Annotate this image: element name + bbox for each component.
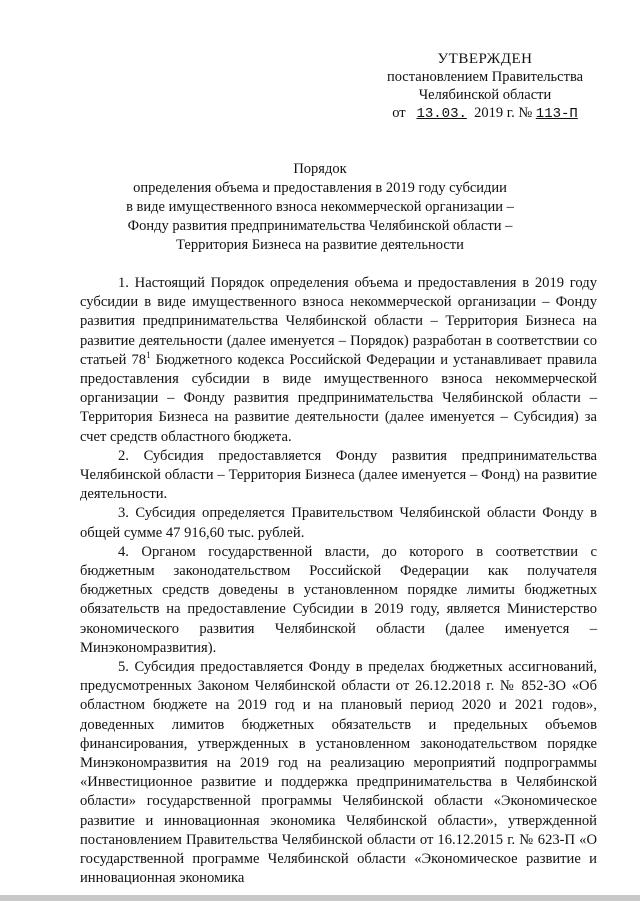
approval-date-prefix: от xyxy=(392,105,406,121)
paragraph-3: 3. Субсидия определяется Правительством Челябинской области Фонду в общей сумме 47 916,60 тыс. рублей. xyxy=(80,505,597,541)
approval-stamp xyxy=(360,50,610,123)
paragraph-2: 2. Субсидия предоставляется Фонду развития предпринимательства Челябинской области – Территория Бизнеса (далее именуется – Фонд) на развитие деятельности. xyxy=(80,447,597,503)
title-line-4: Фонду развития предпринимательства Челябинской области – xyxy=(127,218,513,234)
approval-date-line xyxy=(360,104,610,123)
approval-number: 113-П xyxy=(535,106,578,122)
approval-line-2: Челябинской области xyxy=(418,87,552,103)
document-title xyxy=(80,160,560,255)
title-line-5: Территория Бизнеса на развитие деятельности xyxy=(176,237,464,253)
scan-bottom-edge xyxy=(0,895,640,901)
paragraph-5: 5. Субсидия предоставляется Фонду в пределах бюджетных ассигнований, предусмотренных Законом Челябинской области от 26.12.2018 г. № 852-ЗО «Об областном бюджете на 2019 год и на плановый период 2020 и 2021 годов», доведенных лимитов бюджетных обязательств и предельных объемов финансирования, утвержденных в установленном законодательством порядке Минэкономразвития на 2019 год на реализацию мероприятий подпрограммы «Инвестиционное развитие и поддержка предпринимательства в Челябинской области» государственной программы Челябинской области «Экономическое развитие и инновационная экономика Челябинской области», утвержденной постановлением Правительства Челябинской области от 16.12.2015 г. № 623-П «О государственной программе Челябинской области «Экономическое развитие и инновационная экономика xyxy=(80,659,597,887)
paragraph-1-text-a: 1. Настоящий Порядок определения объема и предоставления в 2019 году субсидии в виде имущественного взноса некоммерческой организации – Фонду развития предпринимательства Челябинской области – Территория Бизнеса на развитие деятельности (далее именуется – Порядок) разработан в соответствии со статьей 78 xyxy=(80,275,597,368)
approval-line-1: постановлением Правительства xyxy=(386,69,584,85)
paragraph-1-superscript: 1 xyxy=(146,349,151,360)
title-line-2: определения объема и предоставления в 2019 году субсидии xyxy=(133,180,507,196)
title-line-3: в виде имущественного взноса некоммерческой организации – xyxy=(126,199,514,215)
title-line-1: Порядок xyxy=(293,161,347,177)
approval-date: 13.03. xyxy=(416,106,467,122)
approval-year: 2019 г. № xyxy=(474,105,533,121)
approval-heading: УТВЕРЖДЕН xyxy=(437,51,533,67)
document-body xyxy=(80,274,597,889)
paragraph-4: 4. Органом государственной власти, до которого в соответствии с бюджетным законодательством Российской Федерации как получателя бюджетных средств доведены в установленном порядке лимиты бюджетных обязательств на предоставление Субсидии в 2019 году, является Министерство экономического развития Челябинской области (далее именуется – Минэкономразвития). xyxy=(80,543,597,656)
paragraph-1 xyxy=(80,274,597,447)
paragraph-1-text-b: Бюджетного кодекса Российской Федерации и устанавливает правила предоставления субсидии в виде имущественного взноса некоммерческой организации – Фонду развития предпринимательства Челябинской области – Территория Бизнеса на развитие деятельности (далее именуется – Субсидия) за счет средств областного бюджета. xyxy=(80,351,597,445)
